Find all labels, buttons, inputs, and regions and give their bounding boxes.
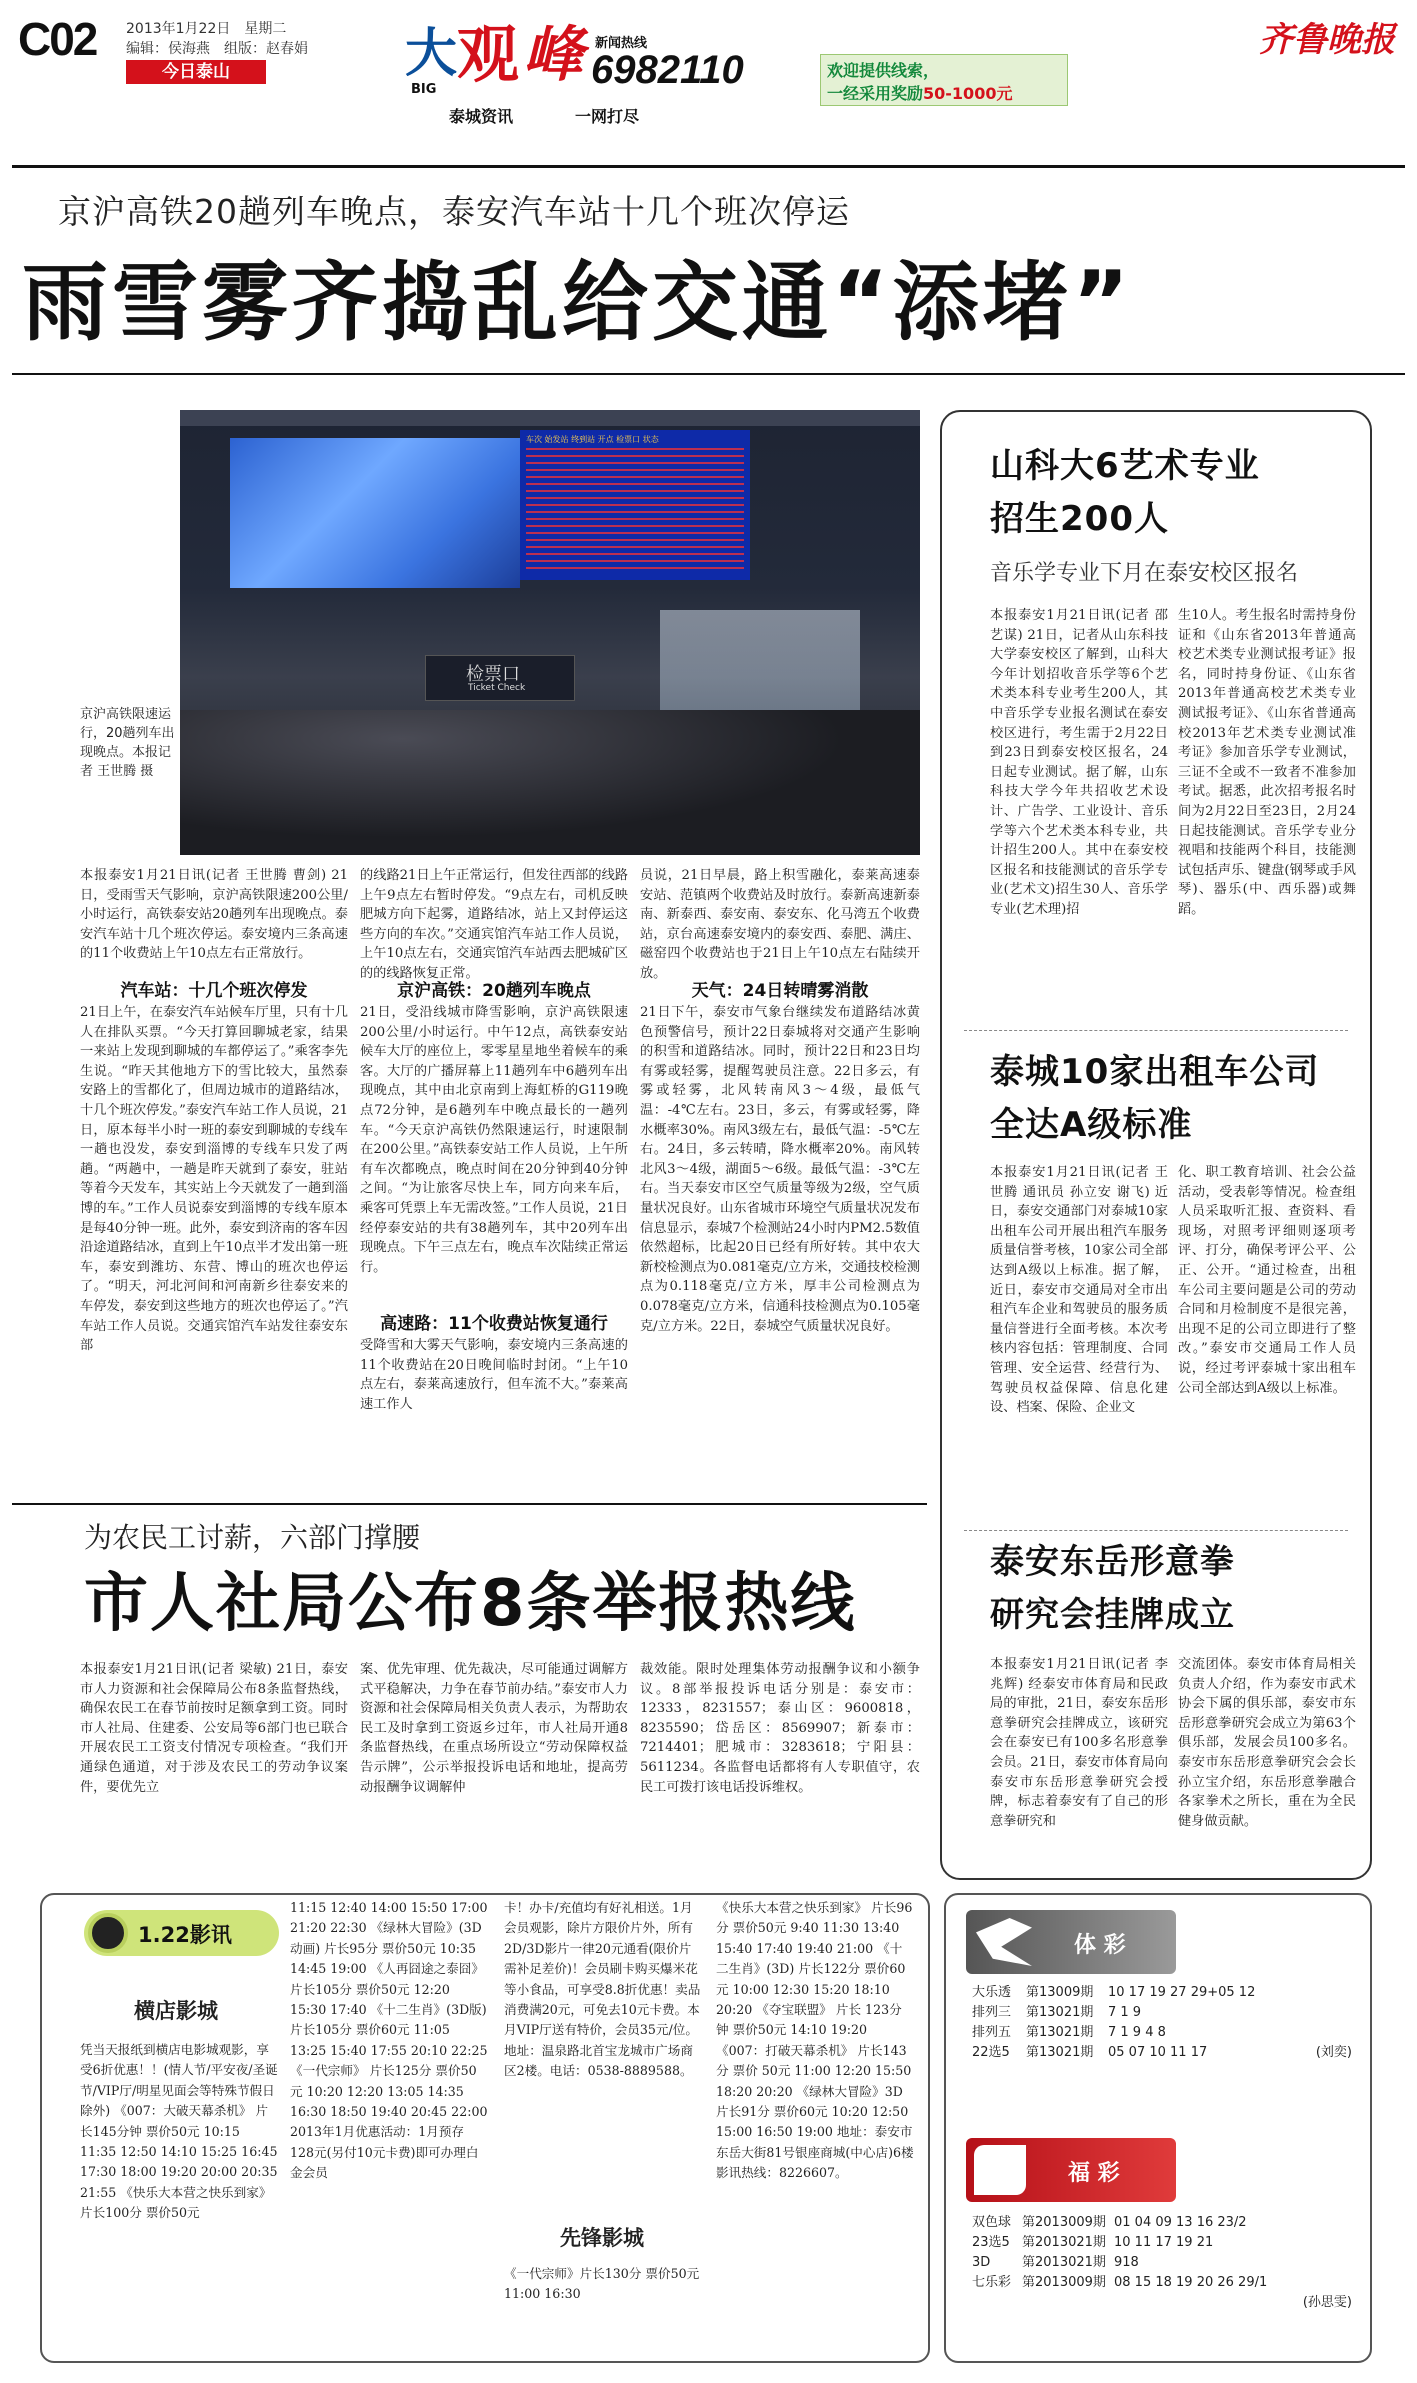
sidebar-c-title-2: 研究会挂牌成立 <box>990 1595 1235 1635</box>
photo-gate-sign <box>425 655 575 701</box>
lottery-row: 七乐彩 第2013009期 08 15 18 19 20 26 29/1 <box>972 2275 1268 2290</box>
lead-col2-a: 的线路21日上午正常运行，但发往西部的线路上午9点左右暂时停发。“9点左右，司机反映肥城方向下起雾，道路结冰，站上又封停运这些方向的车次。”交通宾馆汽车站工作人员说，上午10点左右，交通宾馆汽车站西去肥城矿区的的线路恢复正常。 <box>360 868 628 981</box>
welfare-results <box>972 2213 1352 2313</box>
photo-ceiling-light <box>180 410 920 426</box>
sports-results <box>972 1983 1352 2063</box>
sidebar-a-title-2: 招生200人 <box>990 499 1169 539</box>
logo-feng-char: 峰 <box>523 20 583 90</box>
story2-kicker: 为农民工讨薪，六部门撑腰 <box>84 1521 421 1554</box>
lead-col3-b: 21日下午，泰安市气象台继续发布道路结冰黄色预警信号，预计22日泰城将对交通产生影响的积雪和道路结冰。同时，预计22日和23日均有雾或轻雾，提醒驾驶员注意。22日多云，有雾或轻雾，北风转南风3～4级，最低气温：-4℃左右。23日，多云，有雾或轻雾，降水概率30%。南风3级左右，最低气温：-5℃左右。24日，多云转晴，降水概率20%。南风转北风3～4级，湖面5～6级。最低气温：-3℃左右。当天泰安市区空气质量等级为2级，空气质量状况良好。山东省城市环境空气质量状况发布信息显示，泰城7个检测站24小时内PM2.5数值依然超标，比起20日已经有所好转。其中农大新校检测点为0.081毫克/立方米，交通技校检测点为0.118毫克/立方米，厚丰公司检测点为0.078毫克/立方米，信通科技检测点为0.105毫克/立方米。22日，泰城空气质量状况良好。 <box>640 1005 920 1334</box>
section-badge <box>126 60 266 84</box>
sidebar-b-col1: 本报泰安1月21日讯(记者 王世腾 通讯员 孙立安 谢飞) 近日，泰安交通部门对泰城10家出租车公司开展出租汽车服务质量信誉考核，10家公司全部达到A级以上标准。据了解，近日，泰安市交通局对全市出租汽车企业和驾驶员的服务质量信誉进行全面考核。本次考核内容包括：管理制度、合同管理、安全运营、经营行为、驾驶员权益保障、信息化建设、档案、保险、企业文 <box>990 1165 1168 1416</box>
movies-tag-label: 1.22影讯 <box>138 1923 232 1947</box>
gate-sign-en: Ticket Check <box>468 683 526 693</box>
reward-amount: 50-1000元 <box>923 84 1013 103</box>
photo-screen-left <box>230 438 520 588</box>
lottery-row: 双色球 第2013009期 01 04 09 13 16 23/2 <box>972 2215 1247 2230</box>
sidebar-a-col2: 生10人。考生报名时需持身份证和《山东省2013年普通高校艺术类专业测试报考证》报名，同时持身份证、《山东省2013年普通高校艺术类专业测试报考证》、《山东省普通高校2013年艺术类专业测试准考证》参加音乐学专业测试，三证不全或不一致者不准参加考试。据悉，此次招考报名时间为2月22日至23日，2月24日起技能测试。音乐学专业分视唱和技能两个科目，技能测试包括声乐、键盘(钢琴或手风琴)、器乐(中、西乐器)或舞蹈。 <box>1178 608 1356 917</box>
sports-author: (刘奕) <box>1315 2045 1352 2060</box>
sidebar-divider-1 <box>964 1030 1348 1031</box>
movies-col2: 11:15 12:40 14:00 15:50 17:00 21:20 22:30 《绿林大冒险》(3D动画) 片长95分 票价50元 10:35 14:45 19:00 《人再囧途之泰囧》 片长105分 票价50元 12:20 15:30 17:40 《十二生肖》(3D版) 片长105分 票价60元 11:05 13:25 15:40 17:55 20:10 22:25 《一代宗师》 片长125分 票价50元 10:20 12:20 13:05 14:35 16:30 18:50 19:40 20:45 22:00 2013年1月优惠活动：1月预存128元(另付10元卡费)即可办理白金会员 <box>290 1900 488 2181</box>
sports-lottery-icon <box>976 1918 1032 1966</box>
logo-guan-char: 观 <box>457 18 520 91</box>
lead-col1-a: 本报泰安1月21日讯(记者 王世腾 曹剑) 21日，受雨雪天气影响，京沪高铁限速200公里/小时运行，高铁泰安站20趟列车出现晚点。泰安汽车站十几个班次停运。泰安境内三条高速的11个收费站上午10点左右正常放行。 <box>80 868 348 962</box>
masthead <box>0 0 1417 180</box>
lead-col3-a: 员说，21日早晨，路上积雪融化，泰莱高速泰安站、范镇两个收费站及时放行。泰新高速新泰南、新泰西、泰安南、泰安东、化马湾五个收费站，京台高速泰安境内的泰安西、泰肥、满庄、磁窑四个收费站也于21日上午10点左右陆续开放。 <box>640 868 920 981</box>
lottery-row: 大乐透 第13009期 10 17 19 27 29+05 12 <box>972 1985 1256 2000</box>
sidebar-b-title-2: 全达A级标准 <box>990 1105 1193 1145</box>
reward-box <box>820 54 1068 106</box>
sidebar-c-title-1: 泰安东岳形意拳 <box>990 1542 1235 1582</box>
welfare-lottery-header <box>966 2138 1176 2202</box>
cinema-xianfeng-title: 先锋影城 <box>560 2226 644 2250</box>
lead-kicker: 京沪高铁20趟列车晚点，泰安汽车站十几个班次停运 <box>58 192 850 231</box>
hotline-label: 新闻热线 <box>595 36 648 51</box>
column-logo <box>405 18 825 142</box>
reward-prefix: 一经采用奖励 <box>827 84 924 103</box>
newspaper-name: 齐鲁晚报 <box>1259 20 1395 60</box>
issue-date: 2013年1月22日 星期二 <box>126 21 287 37</box>
welfare-lottery-label: 福 彩 <box>1068 2161 1120 2186</box>
sidebar-divider-2 <box>964 1530 1348 1531</box>
movies-col3: 卡！办卡/充值均有好礼相送。1月会员观影，除片方限价片外，所有2D/3D影片一律20元通看(限价片需补足差价)！会员刷卡购买爆米花等小食品，可享受8.8折优惠！卖品消费满20元，可免去10元卡费。本月VIP厅送有特价，会员35元/位。地址：温泉路北首宝龙城市广场商区2楼。电话：0538-8889588。 <box>504 1900 701 2079</box>
lottery-row: 23选5 第2013021期 10 11 17 19 21 <box>972 2235 1214 2250</box>
reward-line-1: 欢迎提供线索， <box>827 61 940 80</box>
welfare-author: (孙思雯) <box>1302 2295 1352 2310</box>
logo-big-char: 大 <box>405 24 458 84</box>
lead-col1-subhead: 汽车站：十几个班次停发 <box>120 981 308 1001</box>
story2-col3: 裁效能。限时处理集体劳动报酬争议和小额争议。8部举报投诉电话分别是：泰安市：12333，8231557；泰山区：9600818，8235590；岱岳区：8569907；新泰市：7214401；肥城市：3283618；宁阳县：5611234。各监督电话都将有人专职值守，农民工可拨打该电话投诉维权。 <box>640 1662 920 1795</box>
sidebar-a-col1: 本报泰安1月21日讯(记者 邵艺谋) 21日，记者从山东科技大学泰安校区了解到，山科大今年计划招收音乐学等6个艺术类本科专业考生200人，其中音乐学专业报名测试在泰安校区进行，考生需于2月22日到23日到泰安校区报名，24日起专业测试。据了解，山东科技大学今年共招收艺术设计、广告学、工业设计、音乐学等六个艺术类本科专业，共计招生200人。其中在泰安校区报名和技能测试的音乐学专业(艺术文)招生30人、音乐学专业(艺术理)招 <box>990 608 1168 917</box>
photo-caption: 京沪高铁限速运行，20趟列车出现晚点。本报记者 王世腾 摄 <box>80 707 175 779</box>
lead-col2-c: 受降雪和大雾天气影响，泰安境内三条高速的11个收费站在20日晚间临时封闭。“上午10点左右，泰莱高速放行，但车流不大。”泰莱高速工作人 <box>360 1338 628 1412</box>
lottery-row: 22选5 第13021期 05 07 10 11 17 (刘奕) <box>972 2043 1352 2063</box>
sidebar-b-col2: 化、职工教育培训、社会公益活动，受表彰等情况。检查组人员采取听汇报、查资料、看现场，对照考评细则逐项考评、打分，确保考评公平、公正、公开。“通过检查，出租车公司主要问题是公司的劳动合同和月检制度不是很完善，出现不足的公司立即进行了整改。”泰安市交通局工作人员说，经过考评泰城十家出租车公司全部达到A级以上标准。 <box>1178 1165 1356 1396</box>
lead-photo <box>180 410 920 855</box>
sidebar-c-col2: 交流团体。泰安市体育局相关负责人介绍，作为泰安市武术协会下属的俱乐部，泰安市东岳形意拳研究会成立为第63个俱乐部，发展会员100多名。泰安市东岳形意拳研究会会长孙立宝介绍，东岳形意拳融合各家拳术之所长，重在为全民健身做贡献。 <box>1178 1657 1356 1829</box>
sidebar-c-col1: 本报泰安1月21日讯(记者 李兆辉) 经泰安市体育局和民政局的审批，21日，泰安东岳形意拳研究会挂牌成立，该研究会在泰安已有100多名形意拳会员。21日，泰安市体育局向泰安市东岳形意拳研究会授牌，标志着泰安有了自己的形意拳研究和 <box>990 1657 1168 1829</box>
sidebar-a-subtitle: 音乐学专业下月在泰安校区报名 <box>990 561 1299 586</box>
section-name: 今日泰山 <box>162 62 230 82</box>
reward-line-2 <box>827 81 1012 104</box>
header-rule <box>12 165 1405 168</box>
film-reel-icon <box>88 1913 128 1953</box>
movies-tag <box>84 1910 279 1956</box>
story2-col1: 本报泰安1月21日讯(记者 梁敏) 21日，泰安市人力资源和社会保障局公布8条监督热线，确保农民工在春节前按时足额拿到工资。同时市人社局、住建委、公安局等6部门也已联合开展农民工工资支付情况专项检查。“我们开通绿色通道，对于涉及农民工的劳动争议案件，要优先立 <box>80 1662 348 1795</box>
page-number: C02 <box>18 13 97 65</box>
movies-col3-b: 《一代宗师》片长130分 票价50元 11:00 16:30 <box>504 2266 700 2302</box>
movies-col4: 《快乐大本营之快乐到家》 片长96分 票价50元 9:40 11:30 13:40 15:40 17:40 19:40 21:00 《十二生肖》(3D) 片长122分 票价60元 10:00 12:30 15:20 18:10 20:20 《夺宝联盟》 片长 123分钟 票价50元 14:10 19:20 《007：打破天幕杀机》 片长143分 票价 50元 11:00 12:20 15:50 18:20 20:20 《绿林大冒险》3D 片长91分 票价60元 10:20 12:50 15:00 16:50 19:00 地址：泰安市东岳大街81号银座商城(中心店)6楼 影讯热线：8226607。 <box>716 1900 914 2181</box>
cinema-hengdian-title: 横店影城 <box>134 1999 218 2023</box>
lottery-row: 排列五 第13021期 7 1 9 4 8 <box>972 2025 1166 2040</box>
gate-sign-text: 检票口 <box>466 664 520 685</box>
logo-big-en: BIG <box>411 82 437 97</box>
lottery-row: 排列三 第13021期 7 1 9 <box>972 2005 1142 2020</box>
photo-crowd <box>180 710 920 855</box>
lead-bottom-rule <box>12 1503 927 1505</box>
slogan-left: 泰城资讯 <box>449 107 514 126</box>
movies-col1: 凭当天报纸到横店电影城观影，享受6折优惠！！(情人节/平安夜/圣诞节/VIP厅/明星见面会等特殊节假日除外) 《007：大破天幕杀机》 片长145分钟 票价50元 10:15 11:35 12:50 14:10 15:25 16:45 17:30 18:00 19:20 20:00 20:35 21:55 《快乐大本营之快乐到家》 片长100分 票价50元 <box>80 2042 278 2221</box>
sports-lottery-header <box>966 1910 1176 1974</box>
sports-lottery-label: 体 彩 <box>1074 1933 1126 1958</box>
story2-col2: 案、优先审理、优先裁决，尽可能通过调解方式平稳解决，力争在春节前办结。”泰安市人力资源和社会保障局相关负责人表示，为帮助农民工及时拿到工资返乡过年，市人社局开通8条监督热线，在重点场所设立“劳动保障权益告示牌”，公示举报投诉电话和地址，提高劳动报酬争议调解仲 <box>360 1662 628 1795</box>
hotline-number: 6982110 <box>591 48 744 92</box>
photo-departure-board <box>520 430 750 580</box>
board-header: 车次 始发站 终到站 开点 检票口 状态 <box>526 435 659 444</box>
welfare-lottery-icon <box>974 2145 1026 2195</box>
lead-col2-subhead: 京沪高铁：20趟列车晚点 <box>397 981 591 1001</box>
lead-col2-b: 21日，受沿线城市降雪影响，京沪高铁限速200公里/小时运行。中午12点，高铁泰安站候车大厅的座位上，零零星星地坐着候车的乘客。大厅的广播屏幕上11趟列车中6趟列车出现晚点，其中由北京南到上海虹桥的G119晚点72分钟，是6趟列车中晚点最长的一趟列车。“今天京沪高铁仍然限速运行，时速限制在200公里。”高铁泰安站工作人员说，上午所有车次都晚点，晚点时间在20分钟到40分钟之间。“为让旅客尽快上车，同方向来车后，乘客可凭票上车无需改签。”工作人员说，21日经停泰安站的共有38趟列车，其中20列车出现晚点。下午三点左右，晚点车次陆续正常运行。 <box>360 1005 628 1275</box>
sidebar-a-title-1: 山科大6艺术专业 <box>990 446 1260 486</box>
sidebar-b-title-1: 泰城10家出租车公司 <box>990 1052 1320 1092</box>
lead-col3-subhead: 天气：24日转晴雾消散 <box>691 981 869 1001</box>
editors-line: 编辑：侯海燕 组版：赵春娟 <box>126 41 308 57</box>
slogan-right: 一网打尽 <box>575 107 640 126</box>
lead-col2-subhead-2: 高速路：11个收费站恢复通行 <box>380 1314 608 1334</box>
lead-col1-b: 21日上午，在泰安汽车站候车厅里，只有十几人在排队买票。“今天打算回聊城老家，结果一来站上发现到聊城的车都停运了。”乘客李先生说。“昨天其他地方下的雪比较大，虽然泰安路上的雪都化了，但周边城市的道路结冰，十几个班次停发。”泰安汽车站工作人员说，21日，原本每半小时一班的泰安到聊城的专线车一趟也没发，泰安到淄博的专线车只发了两趟。“两趟中，一趟是昨天就到了泰安，驻站等着今天发车，其实站上今天就发了一趟到淄博的车。”工作人员说泰安到淄博的专线车原本是每40分钟一班。此外，泰安到济南的客车因沿途道路结冰，直到上午10点半才发出第一班车，泰安到潍坊、东营、博山的班次也停运了。“明天，河北河间和河南新乡往泰安来的车停发，泰安到这些地方的班次也停运了。”汽车站工作人员说。交通宾馆汽车站发往泰安东部 <box>80 1005 348 1354</box>
story2-headline: 市人社局公布8条举报热线 <box>84 1567 857 1641</box>
lead-rule <box>12 373 1405 375</box>
lead-headline: 雨雪雾齐捣乱给交通“添堵” <box>22 253 1134 353</box>
lottery-row: 3D 第2013021期 918 <box>972 2255 1139 2270</box>
